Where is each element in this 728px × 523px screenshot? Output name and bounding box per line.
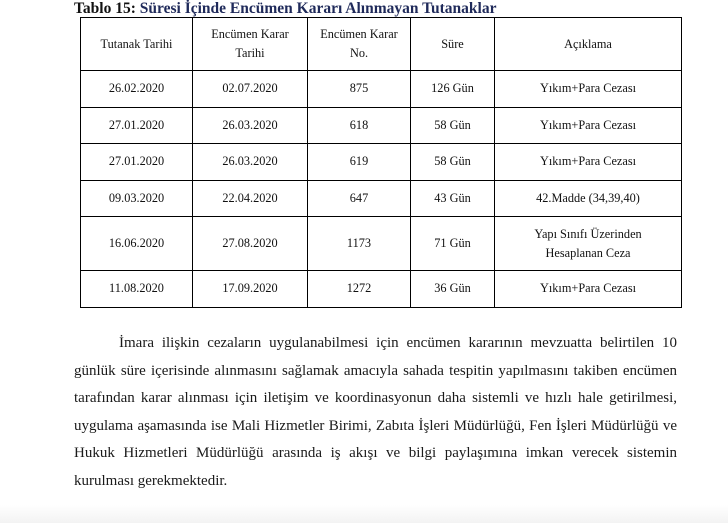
table-caption-number: Tablo 15:	[74, 0, 136, 17]
cell-aciklama: Yıkım+Para Cezası	[495, 71, 682, 108]
cell-sure: 126 Gün	[411, 71, 495, 108]
cell-encumen-karar-tarihi: 22.04.2020	[193, 180, 308, 217]
cell-sure: 71 Gün	[411, 217, 495, 271]
header-line: Süre	[441, 36, 464, 51]
page-bottom-edge	[0, 505, 728, 523]
body-paragraph	[74, 330, 677, 495]
cell-sure: 43 Gün	[411, 180, 495, 217]
table-row	[81, 144, 682, 181]
table-row	[81, 271, 682, 308]
header-tutanak-tarihi	[81, 18, 193, 71]
header-line: No.	[349, 46, 369, 60]
cell-line: Yapı Sınıfı Üzerinden	[534, 226, 642, 241]
cell-tutanak-tarihi: 09.03.2020	[81, 180, 193, 217]
table-caption	[74, 0, 496, 17]
header-encumen-karar-no	[308, 18, 411, 71]
cell-encumen-karar-tarihi: 02.07.2020	[193, 71, 308, 108]
cell-tutanak-tarihi: 16.06.2020	[81, 217, 193, 271]
table-header-row	[81, 18, 682, 71]
header-line: Tutanak Tarihi	[100, 36, 173, 51]
cell-encumen-karar-no: 875	[308, 71, 411, 108]
cell-encumen-karar-no: 619	[308, 144, 411, 181]
cell-encumen-karar-no: 1173	[308, 217, 411, 271]
cell-tutanak-tarihi: 27.01.2020	[81, 144, 193, 181]
table-row	[81, 180, 682, 217]
table-row	[81, 217, 682, 271]
cell-aciklama	[495, 217, 682, 271]
header-line: Encümen Karar	[211, 27, 289, 41]
cell-encumen-karar-no: 1272	[308, 271, 411, 308]
cell-encumen-karar-tarihi: 27.08.2020	[193, 217, 308, 271]
header-sure	[411, 18, 495, 71]
cell-aciklama: Yıkım+Para Cezası	[495, 271, 682, 308]
header-line: Encümen Karar	[320, 27, 398, 41]
cell-aciklama: Yıkım+Para Cezası	[495, 107, 682, 144]
cell-tutanak-tarihi: 26.02.2020	[81, 71, 193, 108]
cell-sure: 58 Gün	[411, 107, 495, 144]
header-encumen-karar-tarihi	[193, 18, 308, 71]
cell-encumen-karar-no: 618	[308, 107, 411, 144]
header-line: Açıklama	[564, 36, 612, 51]
uncommitted-minutes-table	[80, 17, 682, 308]
cell-aciklama: 42.Madde (34,39,40)	[495, 180, 682, 217]
cell-tutanak-tarihi: 11.08.2020	[81, 271, 193, 308]
cell-encumen-karar-tarihi: 17.09.2020	[193, 271, 308, 308]
cell-aciklama: Yıkım+Para Cezası	[495, 144, 682, 181]
cell-tutanak-tarihi: 27.01.2020	[81, 107, 193, 144]
table-caption-text: Süresi İçinde Encümen Kararı Alınmayan Tutanaklar	[139, 0, 497, 17]
paragraph-text: İmara ilişkin cezaların uygulanabilmesi için encümen kararının mevzuatta belirtilen 10 günlük süre içerisinde alınmasını sağlamak amacıyla sahada tespitin yapılmasını takiben encümen tarafından karar alınması için iletişim ve koordinasyonun daha sistemli ve hızlı hale getirilmesi, uygulama aşamasında ise Mali Hizmetler Birimi, Zabıta İşleri Müdürlüğü, Fen İşleri Müdürlüğü ve Hukuk Hizmetleri Müdürlüğü arasında iş akışı ve bilgi paylaşımına imkan verecek sistemin kurulması gerekmektedir.	[74, 335, 677, 489]
cell-sure: 58 Gün	[411, 144, 495, 181]
header-aciklama	[495, 18, 682, 71]
table-row	[81, 71, 682, 108]
header-line: Tarihi	[235, 46, 265, 60]
cell-encumen-karar-tarihi: 26.03.2020	[193, 144, 308, 181]
cell-encumen-karar-tarihi: 26.03.2020	[193, 107, 308, 144]
table-row	[81, 107, 682, 144]
cell-line: Hesaplanan Ceza	[545, 245, 631, 260]
cell-encumen-karar-no: 647	[308, 180, 411, 217]
cell-sure: 36 Gün	[411, 271, 495, 308]
